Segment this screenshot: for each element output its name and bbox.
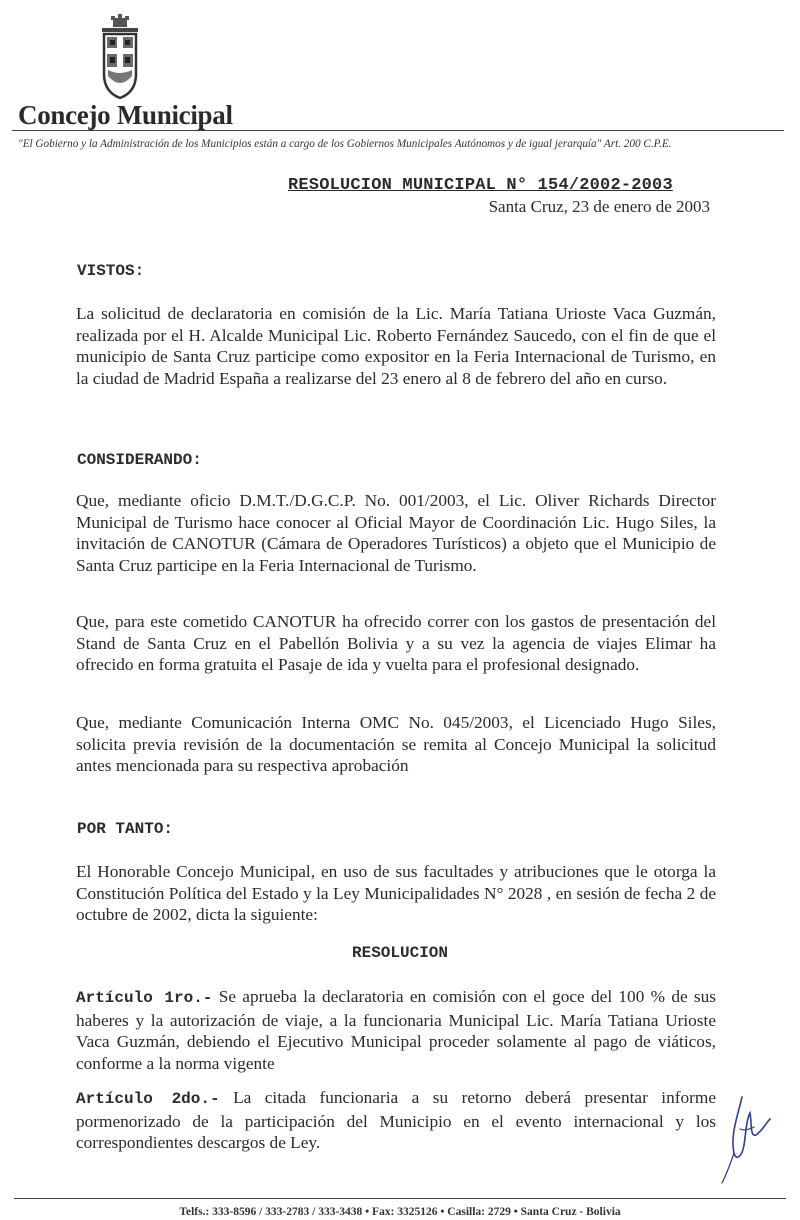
article-2-text: La citada funcionaria a su retorno deberá presentar informe pormenorizado de la participación del Municipio en el evento internacional y los correspondientes descargos de Ley. [76, 1088, 717, 1152]
article-1-text: Se aprueba la declaratoria en comisión con el goce del 100 % de sus haberes y la autorización de viaje, a la funcionaria Municipal Lic. María Tatiana Urioste Vaca Guzmán, debiendo el Ejecutivo Municipal proceder solamente al pago de viáticos, conforme a la norma vigente [76, 987, 717, 1073]
considerando-paragraph-3: Que, mediante Comunicación Interna OMC No. 045/2003, el Licenciado Hugo Siles, solicita previa revisión de la documentación se remita al Concejo Municipal la solicitud antes mencionada para su respectiva aprobación [76, 713, 716, 775]
header-divider [12, 130, 784, 131]
por-tanto-heading: POR TANTO: [77, 820, 174, 838]
vistos-heading: VISTOS: [77, 262, 145, 280]
article-1-label: Artículo 1ro.- [76, 989, 213, 1007]
considerando-heading: CONSIDERANDO: [77, 451, 202, 469]
resolution-date: Santa Cruz, 23 de enero de 2003 [488, 197, 710, 216]
constitution-motto: "El Gobierno y la Administración de los Municipios están a cargo de los Gobiernos Municipales Autónomos y de igual jerarquía" Art. 200 C.P.E. [18, 138, 672, 150]
considerando-paragraph-1: Que, mediante oficio D.M.T./D.G.C.P. No. 001/2003, el Lic. Oliver Richards Director Municipal de Turismo hace conocer al Oficial Mayor de Coordinación Lic. Hugo Siles, la invitación de CANOTUR (Cámara de Operadores Turísticos) a objeto que el Municipio de Santa Cruz participe en la Feria Internacional de Turismo. [76, 491, 716, 575]
vistos-paragraph: La solicitud de declaratoria en comisión de la Lic. María Tatiana Urioste Vaca Guzmán, realizada por el H. Alcalde Municipal Lic. Roberto Fernández Saucedo, con el fin de que el municipio de Santa Cruz participe como expositor en la Feria Internacional de Turismo, en la ciudad de Madrid España a realizarse del 23 enero al 8 de febrero del año en curso. [76, 304, 716, 388]
signature-mark [700, 1095, 780, 1185]
resolution-title: RESOLUCION MUNICIPAL N° 154/2002-2003 [288, 176, 673, 195]
article-1 [76, 986, 716, 1074]
organization-name: Concejo Municipal [18, 100, 233, 130]
resolucion-heading: RESOLUCION [351, 944, 448, 962]
article-2-label: Artículo 2do.- [76, 1090, 220, 1108]
footer-divider [14, 1198, 786, 1199]
considerando-paragraph-2: Que, para este cometido CANOTUR ha ofrecido correr con los gastos de presentación del Stand de Santa Cruz en el Pabellón Bolivia y a su vez la agencia de viajes Elimar ha ofrecido en forma gratuita el Pasaje de ida y vuelta para el profesional designado. [76, 612, 716, 674]
por-tanto-paragraph: El Honorable Concejo Municipal, en uso de sus facultades y atribuciones que le otorga la Constitución Política del Estado y la Ley Municipalidades N° 2028 , en sesión de fecha 2 de octubre de 2002, dicta la siguiente: [76, 862, 716, 924]
footer-contact: Telfs.: 333-8596 / 333-2783 / 333-3438 • Fax: 3325126 • Casilla: 2729 • Santa Cruz - Bolivia [179, 1206, 621, 1218]
coat-of-arms-icon [92, 14, 148, 102]
article-2 [76, 1087, 716, 1154]
